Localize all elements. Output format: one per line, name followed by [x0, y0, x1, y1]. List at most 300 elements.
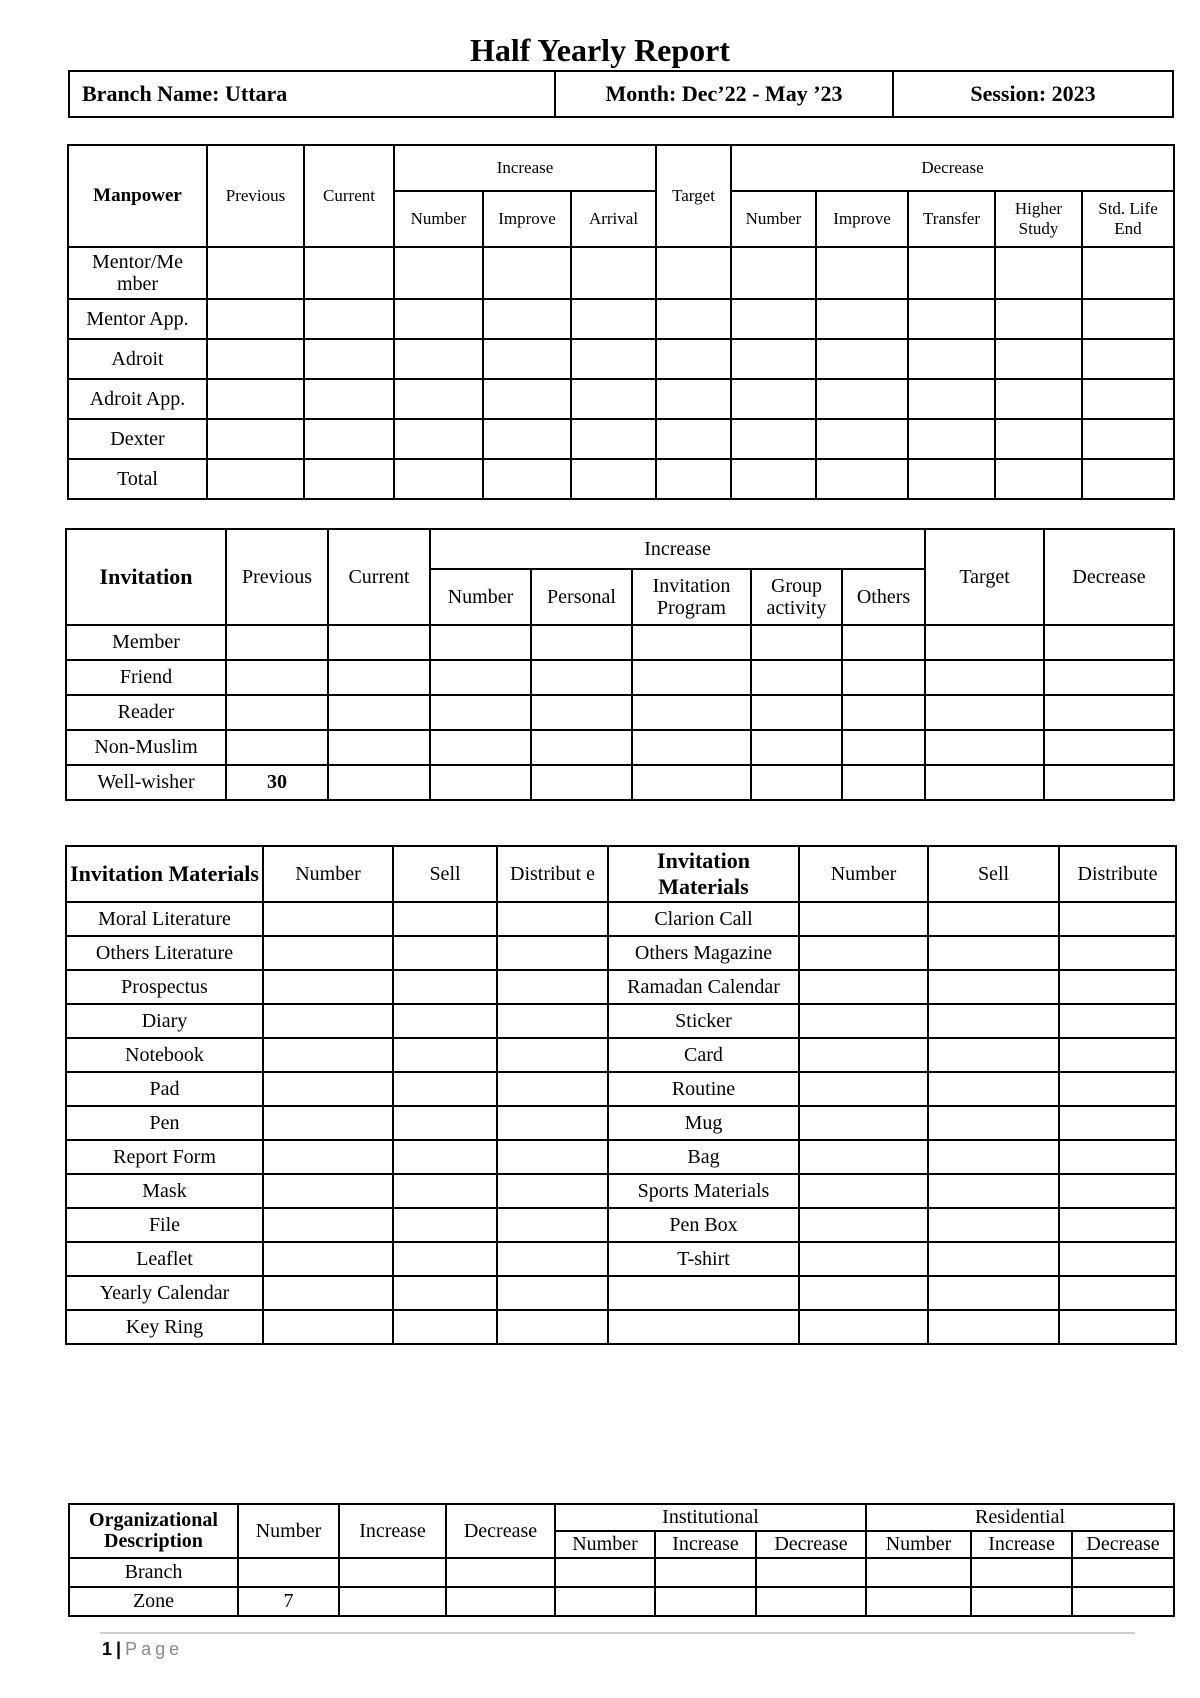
manpower-header-dec-improve: Improve [816, 191, 908, 247]
data-cell[interactable] [908, 247, 995, 299]
material-label-left: Mask [66, 1174, 263, 1208]
data-cell[interactable] [1082, 419, 1174, 459]
data-cell[interactable] [571, 379, 656, 419]
data-cell[interactable] [751, 765, 842, 800]
data-cell[interactable] [995, 459, 1082, 499]
data-cell[interactable] [928, 1072, 1059, 1106]
data-cell[interactable] [908, 419, 995, 459]
data-cell[interactable] [531, 730, 632, 765]
org-header-increase: Increase [339, 1504, 446, 1558]
data-cell[interactable] [394, 247, 483, 299]
data-cell[interactable] [497, 1004, 608, 1038]
data-cell[interactable] [731, 379, 816, 419]
data-cell[interactable] [995, 379, 1082, 419]
data-cell[interactable] [756, 1587, 866, 1616]
data-cell[interactable] [1059, 1140, 1176, 1174]
data-cell[interactable] [731, 247, 816, 299]
data-cell[interactable] [971, 1558, 1072, 1587]
material-label-right: Card [608, 1038, 799, 1072]
table-row [68, 299, 1174, 339]
data-cell[interactable] [1059, 1276, 1176, 1310]
data-cell[interactable] [207, 379, 304, 419]
data-cell[interactable] [799, 1174, 928, 1208]
data-cell[interactable] [1082, 339, 1174, 379]
data-cell[interactable] [497, 1276, 608, 1310]
data-cell[interactable] [393, 1072, 497, 1106]
manpower-header-dec-std-life-end: Std. Life End [1082, 191, 1174, 247]
material-label-right: Bag [608, 1140, 799, 1174]
data-cell[interactable] [842, 695, 925, 730]
data-cell[interactable] [393, 902, 497, 936]
material-label-right: Routine [608, 1072, 799, 1106]
table-row [68, 379, 1174, 419]
row-label: Reader [66, 695, 226, 730]
invitation-header-current: Current [328, 529, 430, 625]
previous-cell[interactable]: 30 [226, 765, 328, 800]
data-cell[interactable] [339, 1587, 446, 1616]
data-cell[interactable] [531, 625, 632, 660]
data-cell[interactable] [632, 730, 751, 765]
data-cell[interactable] [656, 459, 731, 499]
data-cell[interactable] [263, 1276, 393, 1310]
data-cell[interactable] [446, 1587, 555, 1616]
table-row [66, 1038, 1176, 1072]
table-row [66, 1072, 1176, 1106]
materials-header-sell-right: Sell [928, 846, 1059, 902]
data-cell[interactable] [1082, 299, 1174, 339]
material-label-right: Ramadan Calendar [608, 970, 799, 1004]
data-cell[interactable] [393, 1310, 497, 1344]
data-cell[interactable] [1059, 1038, 1176, 1072]
material-label-left: File [66, 1208, 263, 1242]
table-row [66, 1276, 1176, 1310]
data-cell[interactable] [928, 936, 1059, 970]
invitation-header-inc-personal: Personal [531, 569, 632, 625]
data-cell[interactable] [483, 299, 571, 339]
data-cell[interactable] [555, 1558, 655, 1587]
data-cell[interactable] [393, 1106, 497, 1140]
materials-header-label-right: Invitation Materials [608, 846, 799, 902]
data-cell[interactable] [925, 695, 1044, 730]
data-cell[interactable] [393, 1174, 497, 1208]
data-cell[interactable] [339, 1558, 446, 1587]
data-cell[interactable] [207, 459, 304, 499]
data-cell[interactable] [1082, 459, 1174, 499]
data-cell[interactable] [1044, 730, 1174, 765]
data-cell[interactable] [394, 379, 483, 419]
data-cell[interactable] [497, 1310, 608, 1344]
data-cell[interactable] [328, 660, 430, 695]
row-label: Friend [66, 660, 226, 695]
data-cell[interactable] [1082, 379, 1174, 419]
invitation-header-increase: Increase [430, 529, 925, 569]
org-header-decrease: Decrease [446, 1504, 555, 1558]
org-header-label: Organizational Description [69, 1504, 238, 1558]
data-cell[interactable] [263, 1004, 393, 1038]
data-cell[interactable] [497, 902, 608, 936]
data-cell[interactable] [328, 695, 430, 730]
invitation-header-inc-program: Invitation Program [632, 569, 751, 625]
data-cell[interactable] [263, 1106, 393, 1140]
manpower-header-decrease: Decrease [731, 145, 1174, 191]
report-title: Half Yearly Report [469, 32, 731, 68]
data-cell[interactable] [483, 379, 571, 419]
data-cell[interactable] [1059, 1174, 1176, 1208]
material-label-left: Key Ring [66, 1310, 263, 1344]
table-row [66, 765, 1174, 800]
data-cell[interactable] [263, 970, 393, 1004]
data-cell[interactable] [497, 1140, 608, 1174]
table-row [66, 1106, 1176, 1140]
invitation-header-label: Invitation [66, 529, 226, 625]
data-cell[interactable] [866, 1558, 971, 1587]
data-cell[interactable] [908, 379, 995, 419]
material-label-left: Prospectus [66, 970, 263, 1004]
data-cell[interactable] [799, 1310, 928, 1344]
data-cell[interactable] [394, 459, 483, 499]
data-cell[interactable] [928, 1038, 1059, 1072]
data-cell[interactable] [263, 1072, 393, 1106]
data-cell[interactable] [304, 379, 394, 419]
table-row [66, 1310, 1176, 1344]
data-cell[interactable] [430, 765, 531, 800]
data-cell[interactable] [571, 339, 656, 379]
data-cell[interactable] [430, 625, 531, 660]
table-row [66, 625, 1174, 660]
data-cell[interactable] [656, 419, 731, 459]
data-cell[interactable] [1059, 1208, 1176, 1242]
data-cell[interactable] [656, 247, 731, 299]
data-cell[interactable] [1072, 1558, 1174, 1587]
org-header-inst-number: Number [555, 1531, 655, 1558]
data-cell[interactable] [1044, 765, 1174, 800]
data-cell[interactable] [1059, 1242, 1176, 1276]
table-row [66, 1004, 1176, 1038]
data-cell[interactable] [263, 1174, 393, 1208]
material-label-right: Mug [608, 1106, 799, 1140]
data-cell[interactable] [632, 695, 751, 730]
data-cell[interactable] [263, 1310, 393, 1344]
data-cell[interactable] [928, 1106, 1059, 1140]
data-cell[interactable] [751, 625, 842, 660]
data-cell[interactable] [925, 660, 1044, 695]
data-cell[interactable] [263, 1140, 393, 1174]
data-cell[interactable] [908, 459, 995, 499]
data-cell[interactable] [928, 1140, 1059, 1174]
row-label: Adroit App. [68, 379, 207, 419]
data-cell[interactable] [393, 936, 497, 970]
data-cell[interactable] [866, 1587, 971, 1616]
data-cell[interactable] [799, 970, 928, 1004]
material-label-right: Sports Materials [608, 1174, 799, 1208]
data-cell[interactable] [571, 299, 656, 339]
data-cell[interactable] [799, 1276, 928, 1310]
data-cell[interactable] [531, 765, 632, 800]
previous-cell[interactable] [226, 625, 328, 660]
table-row [66, 1208, 1176, 1242]
row-label: Mentor App. [68, 299, 207, 339]
material-label-right [608, 1276, 799, 1310]
data-cell[interactable] [430, 730, 531, 765]
footer-divider [100, 1632, 1135, 1634]
material-label-left: Leaflet [66, 1242, 263, 1276]
data-cell[interactable] [497, 970, 608, 1004]
data-cell[interactable] [928, 1004, 1059, 1038]
data-cell[interactable] [928, 1174, 1059, 1208]
org-header-res-number: Number [866, 1531, 971, 1558]
data-cell[interactable] [1059, 1310, 1176, 1344]
data-cell[interactable] [393, 1038, 497, 1072]
data-cell[interactable] [497, 1174, 608, 1208]
data-cell[interactable] [497, 1242, 608, 1276]
material-label-right: Sticker [608, 1004, 799, 1038]
data-cell[interactable] [497, 1072, 608, 1106]
data-cell[interactable] [842, 625, 925, 660]
data-cell[interactable] [304, 419, 394, 459]
previous-cell[interactable] [226, 660, 328, 695]
data-cell[interactable] [1072, 1587, 1174, 1616]
data-cell[interactable] [928, 1310, 1059, 1344]
materials-header-distribute-left: Distribut e [497, 846, 608, 902]
session-cell: Session: 2023 [893, 71, 1173, 117]
data-cell[interactable] [394, 339, 483, 379]
materials-header-distribute-right: Distribute [1059, 846, 1176, 902]
data-cell[interactable] [842, 660, 925, 695]
data-cell[interactable] [207, 247, 304, 299]
manpower-header-target: Target [656, 145, 731, 247]
data-cell[interactable] [908, 339, 995, 379]
table-row [68, 419, 1174, 459]
data-cell[interactable] [1059, 936, 1176, 970]
data-cell[interactable] [632, 765, 751, 800]
data-cell[interactable] [1059, 1106, 1176, 1140]
org-header-institutional: Institutional [555, 1504, 866, 1531]
data-cell[interactable] [304, 299, 394, 339]
table-row [69, 1587, 1174, 1616]
data-cell[interactable] [497, 1106, 608, 1140]
data-cell[interactable] [207, 339, 304, 379]
manpower-header-inc-improve: Improve [483, 191, 571, 247]
data-cell[interactable] [928, 1208, 1059, 1242]
data-cell[interactable] [799, 1208, 928, 1242]
data-cell[interactable] [751, 695, 842, 730]
data-cell[interactable] [816, 339, 908, 379]
data-cell[interactable] [756, 1558, 866, 1587]
data-cell[interactable] [1044, 695, 1174, 730]
table-row [66, 660, 1174, 695]
previous-cell[interactable] [226, 730, 328, 765]
footer-separator: | [116, 1639, 122, 1659]
data-cell[interactable] [799, 1106, 928, 1140]
row-label: Mentor/Me mber [68, 247, 207, 299]
table-row [68, 459, 1174, 499]
number-cell[interactable] [238, 1558, 339, 1587]
data-cell[interactable] [430, 695, 531, 730]
data-cell[interactable] [656, 339, 731, 379]
data-cell[interactable] [971, 1587, 1072, 1616]
data-cell[interactable] [393, 1276, 497, 1310]
table-row [68, 339, 1174, 379]
data-cell[interactable] [816, 299, 908, 339]
data-cell[interactable] [393, 1208, 497, 1242]
data-cell[interactable] [328, 765, 430, 800]
table-row [66, 1140, 1176, 1174]
data-cell[interactable] [928, 970, 1059, 1004]
data-cell[interactable] [1082, 247, 1174, 299]
materials-header-sell-left: Sell [393, 846, 497, 902]
data-cell[interactable] [483, 339, 571, 379]
data-cell[interactable] [483, 419, 571, 459]
manpower-header-inc-arrival: Arrival [571, 191, 656, 247]
data-cell[interactable] [328, 730, 430, 765]
data-cell[interactable] [632, 625, 751, 660]
manpower-table [67, 144, 1175, 500]
data-cell[interactable] [816, 247, 908, 299]
org-header-inst-decrease: Decrease [756, 1531, 866, 1558]
branch-name-cell: Branch Name: Uttara [69, 71, 555, 117]
data-cell[interactable] [263, 1038, 393, 1072]
data-cell[interactable] [928, 1242, 1059, 1276]
data-cell[interactable] [393, 1004, 497, 1038]
data-cell[interactable] [655, 1587, 756, 1616]
material-label-left: Moral Literature [66, 902, 263, 936]
data-cell[interactable] [925, 625, 1044, 660]
data-cell[interactable] [328, 625, 430, 660]
report-header-table [68, 70, 1174, 118]
data-cell[interactable] [799, 1038, 928, 1072]
data-cell[interactable] [799, 1004, 928, 1038]
data-cell[interactable] [1044, 625, 1174, 660]
data-cell[interactable] [751, 730, 842, 765]
data-cell[interactable] [816, 419, 908, 459]
data-cell[interactable] [571, 459, 656, 499]
material-label-right: Others Magazine [608, 936, 799, 970]
data-cell[interactable] [731, 299, 816, 339]
month-cell: Month: Dec’22 - May ’23 [555, 71, 893, 117]
data-cell[interactable] [731, 419, 816, 459]
material-label-left: Yearly Calendar [66, 1276, 263, 1310]
data-cell[interactable] [304, 459, 394, 499]
table-row [66, 970, 1176, 1004]
data-cell[interactable] [995, 339, 1082, 379]
data-cell[interactable] [304, 247, 394, 299]
data-cell[interactable] [394, 299, 483, 339]
invitation-header-inc-number: Number [430, 569, 531, 625]
data-cell[interactable] [928, 902, 1059, 936]
page-footer [102, 1639, 183, 1660]
data-cell[interactable] [446, 1558, 555, 1587]
data-cell[interactable] [799, 1242, 928, 1276]
data-cell[interactable] [1059, 1072, 1176, 1106]
table-row [68, 247, 1174, 299]
data-cell[interactable] [263, 1208, 393, 1242]
manpower-header-increase: Increase [394, 145, 656, 191]
data-cell[interactable] [1059, 902, 1176, 936]
data-cell[interactable] [656, 379, 731, 419]
data-cell[interactable] [497, 1208, 608, 1242]
data-cell[interactable] [571, 247, 656, 299]
data-cell[interactable] [393, 1242, 497, 1276]
data-cell[interactable] [908, 299, 995, 339]
data-cell[interactable] [799, 936, 928, 970]
data-cell[interactable] [207, 299, 304, 339]
data-cell[interactable] [995, 419, 1082, 459]
data-cell[interactable] [842, 730, 925, 765]
data-cell[interactable] [483, 247, 571, 299]
data-cell[interactable] [263, 1242, 393, 1276]
data-cell[interactable] [497, 936, 608, 970]
row-label: Dexter [68, 419, 207, 459]
data-cell[interactable] [483, 459, 571, 499]
data-cell[interactable] [430, 660, 531, 695]
row-label: Member [66, 625, 226, 660]
previous-cell[interactable] [226, 695, 328, 730]
data-cell[interactable] [393, 1140, 497, 1174]
data-cell[interactable] [632, 660, 751, 695]
table-row [66, 1174, 1176, 1208]
org-header-number: Number [238, 1504, 339, 1558]
data-cell[interactable] [531, 695, 632, 730]
data-cell[interactable] [731, 459, 816, 499]
data-cell[interactable] [816, 459, 908, 499]
material-label-left: Pen [66, 1106, 263, 1140]
data-cell[interactable] [925, 765, 1044, 800]
data-cell[interactable] [555, 1587, 655, 1616]
number-cell[interactable]: 7 [238, 1587, 339, 1616]
data-cell[interactable] [1059, 970, 1176, 1004]
data-cell[interactable] [655, 1558, 756, 1587]
data-cell[interactable] [304, 339, 394, 379]
materials-header-number-left: Number [263, 846, 393, 902]
data-cell[interactable] [571, 419, 656, 459]
data-cell[interactable] [207, 419, 304, 459]
data-cell[interactable] [799, 902, 928, 936]
data-cell[interactable] [1044, 660, 1174, 695]
page-label: Page [125, 1639, 184, 1659]
data-cell[interactable] [263, 936, 393, 970]
row-label: Total [68, 459, 207, 499]
data-cell[interactable] [497, 1038, 608, 1072]
material-label-right: Clarion Call [608, 902, 799, 936]
data-cell[interactable] [925, 730, 1044, 765]
data-cell[interactable] [995, 247, 1082, 299]
data-cell[interactable] [928, 1276, 1059, 1310]
org-header-residential: Residential [866, 1504, 1174, 1531]
data-cell[interactable] [531, 660, 632, 695]
data-cell[interactable] [799, 1140, 928, 1174]
data-cell[interactable] [842, 765, 925, 800]
material-label-right: Pen Box [608, 1208, 799, 1242]
data-cell[interactable] [816, 379, 908, 419]
data-cell[interactable] [1059, 1004, 1176, 1038]
table-row [66, 695, 1174, 730]
data-cell[interactable] [799, 1072, 928, 1106]
data-cell[interactable] [731, 339, 816, 379]
data-cell[interactable] [995, 299, 1082, 339]
organizational-description-table [68, 1503, 1175, 1617]
data-cell[interactable] [263, 902, 393, 936]
material-label-left: Notebook [66, 1038, 263, 1072]
data-cell[interactable] [394, 419, 483, 459]
table-row [69, 1558, 1174, 1587]
data-cell[interactable] [751, 660, 842, 695]
data-cell[interactable] [393, 970, 497, 1004]
data-cell[interactable] [656, 299, 731, 339]
material-label-left: Diary [66, 1004, 263, 1038]
invitation-table [65, 528, 1175, 801]
manpower-header-dec-higher-study: Higher Study [995, 191, 1082, 247]
material-label-left: Others Literature [66, 936, 263, 970]
